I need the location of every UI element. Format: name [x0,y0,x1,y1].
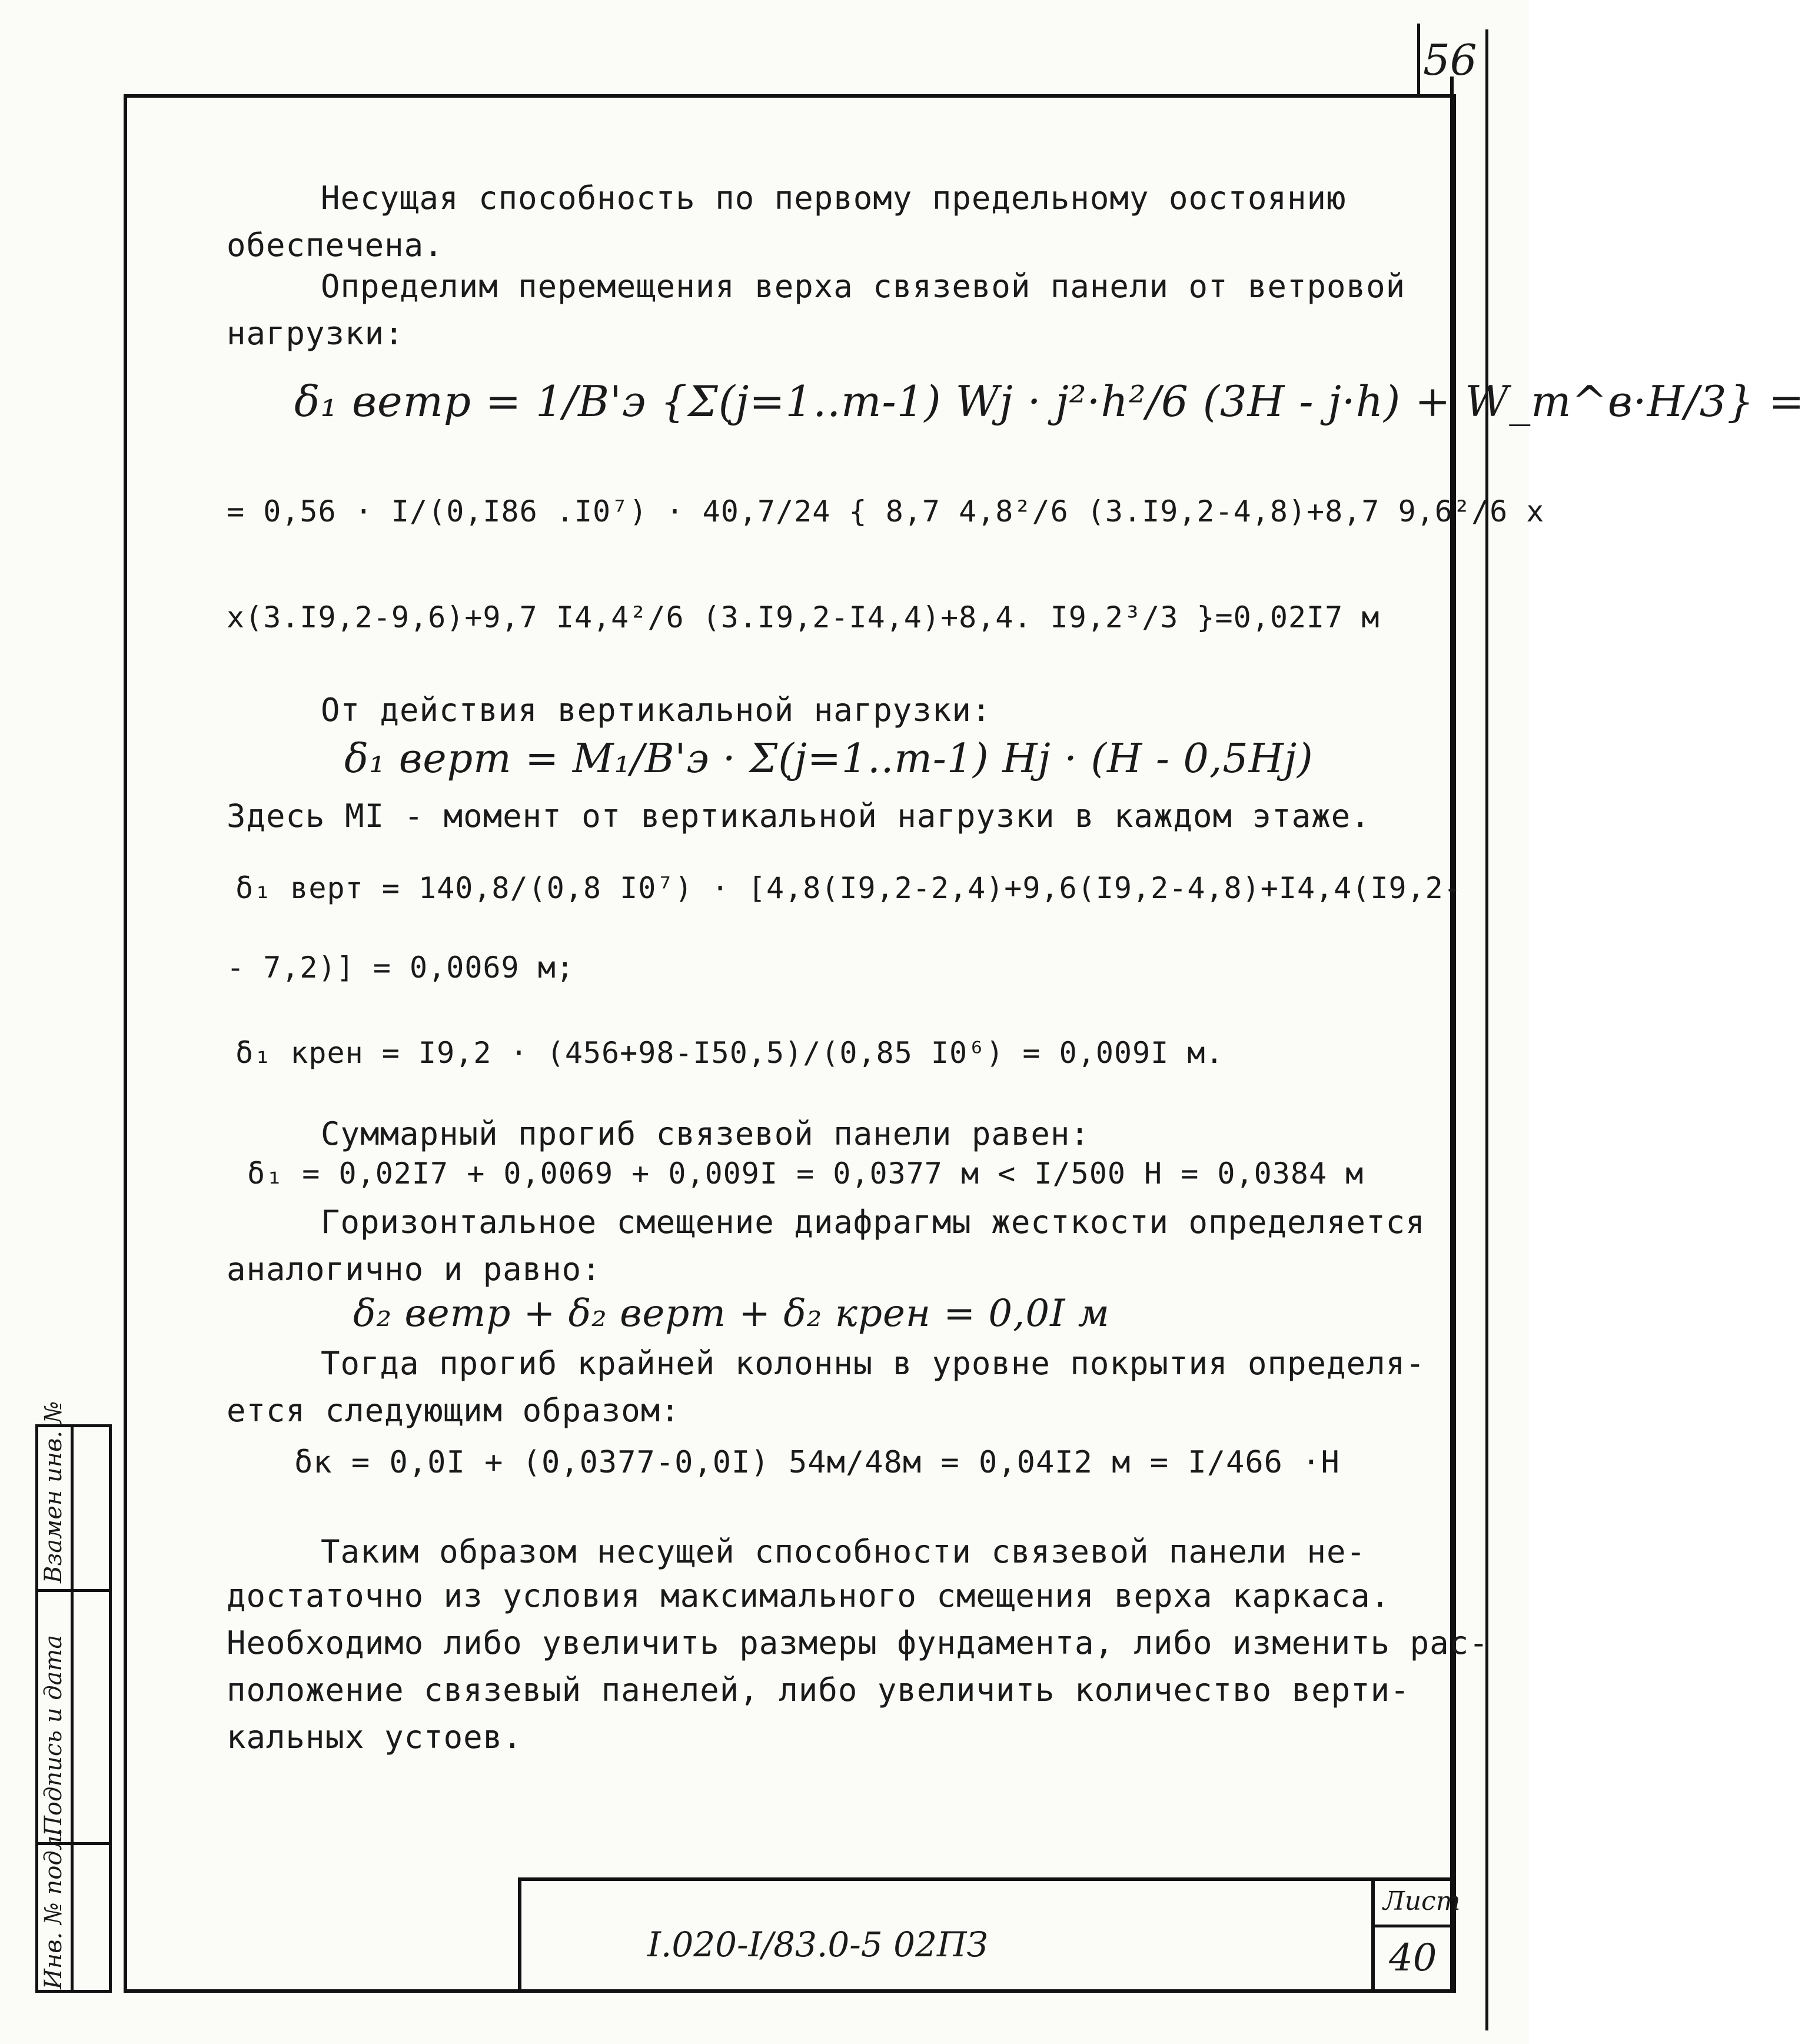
sheet-number-top: 56 [1423,35,1477,85]
paragraph-line: Здесь MI - момент от вертикальной нагрузки в каждом этаже. [227,797,1371,835]
formula-total-deflection: δ₁ = 0,02I7 + 0,0069 + 0,009I = 0,0377 м < I/500 H = 0,0384 м [247,1156,1364,1191]
paragraph-line: Необходимо либо увеличить размеры фундамента, либо изменить рас- [227,1624,1489,1661]
formula-diaphragm-displacement: δ₂ ветр + δ₂ верт + δ₂ крен = 0,0I м [353,1292,1110,1335]
paragraph-line: Тогда прогиб крайней колонны в уровне покрытия определя- [321,1345,1425,1382]
left-stamp-separator [35,1589,112,1592]
formula-vertical-result: - 7,2)] = 0,0069 м; [227,950,574,985]
title-block-sheet-separator [1371,1925,1454,1927]
formula-roll-deflection: δ₁ крен = I9,2 · (456+98-I50,5)/(0,85 I0⁶) = 0,009I м. [235,1036,1224,1070]
paragraph-line: нагрузки: [227,315,404,352]
paragraph-line: аналогично и равно: [227,1251,601,1288]
formula-vertical-deflection: δ₁ верт = M₁/B'э · Σ(j=1..m-1) Hj · (H - 0,5Hj) [344,736,1314,782]
paragraph-line: обеспечена. [227,227,444,264]
paragraph-line: достаточно из условия максимального смещения верха каркаса. [227,1577,1391,1614]
stamp-inv-podl: Инв. № подл. [40,1828,67,1989]
paragraph-line: кальных устоев. [227,1719,523,1756]
formula-wind-substitution: = 0,56 · I/(0,I86 .I0⁷) · 40,7/24 { 8,7 4,8²/6 (3.I9,2-4,8)+8,7 9,6²/6 x [227,494,1545,529]
formula-wind-deflection: δ₁ ветр = 1/B'э {Σ(j=1..m-1) Wj · j²·h²/6 (3H - j·h) + W_m^в·H/3} = [294,377,1805,426]
paragraph-line: положение связевый панелей, либо увеличить количество верти- [227,1671,1410,1709]
paragraph-line: ется следующим образом: [227,1392,680,1429]
paragraph-line: От действия вертикальной нагрузки: [321,692,992,729]
frame-outer-right-border [1485,29,1488,2030]
paragraph-line: Таким образом несущей способности связевой панели не- [321,1533,1367,1570]
document-code: I.020-I/83.0-5 02ПЗ [647,1925,988,1965]
paragraph-line: Суммарный прогиб связевой панели равен: [321,1115,1090,1152]
formula-wind-result: x(3.I9,2-9,6)+9,7 I4,4²/6 (3.I9,2-I4,4)+8,4. I9,2³/3 }=0,02I7 м [227,600,1380,634]
formula-column-deflection: δк = 0,0I + (0,0377-0,0I) 54м/48м = 0,04I2 м = I/466 ·H [294,1445,1340,1480]
paragraph-line: Несущая способность по первому предельному оостоянию [321,180,1347,217]
stamp-podpis-data: Подпись и дата [40,1634,67,1836]
frame-inner-right-border [1450,77,1454,1992]
stamp-vzamen-inv: Взамен инв. № [40,1401,67,1583]
paragraph-line: Определим перемещения верха связевой панели от ветровой [321,268,1406,305]
left-stamp-divider [71,1424,74,1993]
title-block-divider [1371,1877,1375,1993]
sheet-number: 40 [1389,1936,1437,1980]
formula-vertical-substitution: δ₁ верт = 140,8/(0,8 I0⁷) · [4,8(I9,2-2,4)+9,6(I9,2-4,8)+I4,4(I9,2- [235,871,1462,905]
paragraph-line: Горизонтальное смещение диафрагмы жесткости определяется [321,1204,1425,1241]
sheet-label: Лист [1383,1886,1461,1916]
